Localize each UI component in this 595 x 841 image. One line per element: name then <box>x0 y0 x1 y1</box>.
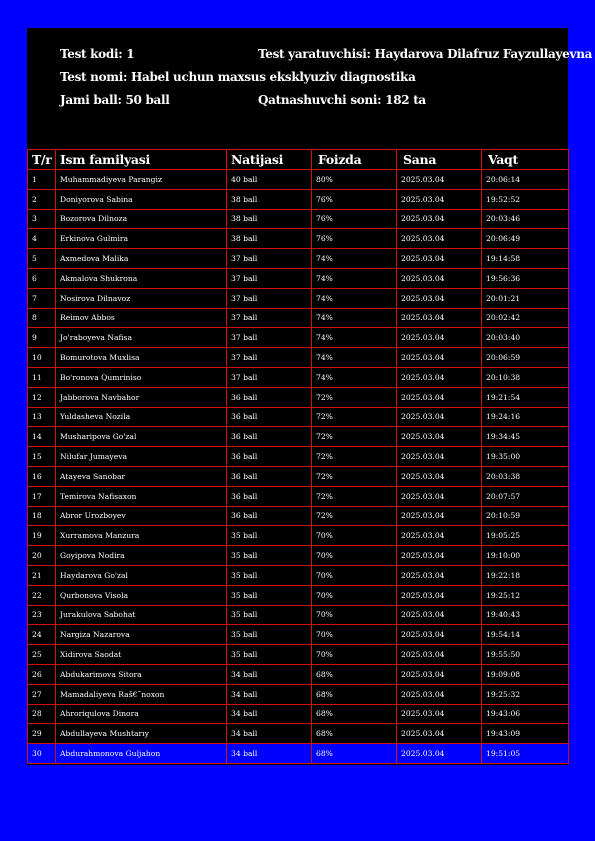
participant-name: Abror Urozboyev <box>56 506 227 526</box>
result-score: 34 ball <box>227 684 312 704</box>
row-number: 25 <box>28 645 56 665</box>
results-table <box>27 149 569 764</box>
table-row <box>28 189 569 209</box>
result-date: 2025.03.04 <box>397 724 482 744</box>
table-row <box>28 486 569 506</box>
result-percent: 74% <box>312 367 397 387</box>
participant-name: Akmalova Shukrona <box>56 268 227 288</box>
result-date: 2025.03.04 <box>397 229 482 249</box>
result-score: 37 ball <box>227 249 312 269</box>
result-date: 2025.03.04 <box>397 684 482 704</box>
result-date: 2025.03.04 <box>397 288 482 308</box>
result-percent: 74% <box>312 268 397 288</box>
participant-name: Xurramova Manzura <box>56 526 227 546</box>
row-number: 15 <box>28 447 56 467</box>
result-date: 2025.03.04 <box>397 209 482 229</box>
test-code: Test kodi: 1 <box>60 47 135 61</box>
row-number: 19 <box>28 526 56 546</box>
participant-name: Atayeva Sanobar <box>56 466 227 486</box>
participant-name: Musharipova Go'zal <box>56 427 227 447</box>
result-score: 34 ball <box>227 724 312 744</box>
participant-name: Haydarova Go'zal <box>56 565 227 585</box>
result-percent: 70% <box>312 645 397 665</box>
participant-name: Yuldasheva Nozila <box>56 407 227 427</box>
result-date: 2025.03.04 <box>397 387 482 407</box>
result-score: 37 ball <box>227 328 312 348</box>
total-score: Jami ball: 50 ball <box>60 93 170 107</box>
result-time: 20:10:59 <box>482 506 569 526</box>
row-number: 1 <box>28 170 56 190</box>
result-percent: 74% <box>312 348 397 368</box>
result-time: 19:52:52 <box>482 189 569 209</box>
result-time: 20:06:49 <box>482 229 569 249</box>
participant-name: Axmedova Malika <box>56 249 227 269</box>
result-time: 19:21:54 <box>482 387 569 407</box>
result-time: 20:03:46 <box>482 209 569 229</box>
table-row <box>28 427 569 447</box>
result-score: 40 ball <box>227 170 312 190</box>
result-percent: 80% <box>312 170 397 190</box>
result-date: 2025.03.04 <box>397 506 482 526</box>
table-row <box>28 249 569 269</box>
result-percent: 68% <box>312 704 397 724</box>
result-score: 36 ball <box>227 447 312 467</box>
table-row <box>28 328 569 348</box>
result-score: 35 ball <box>227 585 312 605</box>
result-score: 34 ball <box>227 744 312 764</box>
table-row <box>28 526 569 546</box>
participant-name: Bozorova Dilnoza <box>56 209 227 229</box>
table-row <box>28 170 569 190</box>
result-percent: 68% <box>312 724 397 744</box>
row-number: 3 <box>28 209 56 229</box>
result-score: 38 ball <box>227 189 312 209</box>
participant-name: Ahroriqulova Dinora <box>56 704 227 724</box>
table-row <box>28 664 569 684</box>
result-time: 19:25:32 <box>482 684 569 704</box>
result-date: 2025.03.04 <box>397 367 482 387</box>
participant-name: Erkinova Gulmira <box>56 229 227 249</box>
result-time: 20:10:38 <box>482 367 569 387</box>
result-date: 2025.03.04 <box>397 328 482 348</box>
result-percent: 76% <box>312 189 397 209</box>
result-score: 35 ball <box>227 546 312 566</box>
result-percent: 74% <box>312 328 397 348</box>
result-date: 2025.03.04 <box>397 645 482 665</box>
result-date: 2025.03.04 <box>397 308 482 328</box>
result-score: 36 ball <box>227 506 312 526</box>
result-percent: 74% <box>312 308 397 328</box>
row-number: 14 <box>28 427 56 447</box>
result-time: 19:24:16 <box>482 407 569 427</box>
result-score: 36 ball <box>227 427 312 447</box>
result-time: 20:03:40 <box>482 328 569 348</box>
table-row <box>28 625 569 645</box>
row-number: 6 <box>28 268 56 288</box>
result-date: 2025.03.04 <box>397 348 482 368</box>
table-row <box>28 367 569 387</box>
result-time: 19:10:00 <box>482 546 569 566</box>
col-header-name: Ism familyasi <box>56 150 227 170</box>
table-row <box>28 229 569 249</box>
result-date: 2025.03.04 <box>397 249 482 269</box>
row-number: 26 <box>28 664 56 684</box>
test-name: Test nomi: Habel uchun maxsus eksklyuziv diagnostika <box>60 70 416 84</box>
row-number: 27 <box>28 684 56 704</box>
result-date: 2025.03.04 <box>397 585 482 605</box>
table-row <box>28 605 569 625</box>
col-header-percent: Foizda <box>312 150 397 170</box>
result-time: 20:06:14 <box>482 170 569 190</box>
table-row <box>28 546 569 566</box>
row-number: 24 <box>28 625 56 645</box>
result-percent: 76% <box>312 229 397 249</box>
result-time: 19:05:25 <box>482 526 569 546</box>
result-date: 2025.03.04 <box>397 170 482 190</box>
result-time: 20:06:59 <box>482 348 569 368</box>
result-time: 19:43:09 <box>482 724 569 744</box>
result-date: 2025.03.04 <box>397 526 482 546</box>
result-percent: 72% <box>312 466 397 486</box>
table-row <box>28 744 569 764</box>
result-date: 2025.03.04 <box>397 744 482 764</box>
table-header-row <box>28 150 569 170</box>
participant-name: Xidirova Saodat <box>56 645 227 665</box>
result-date: 2025.03.04 <box>397 268 482 288</box>
result-time: 20:03:38 <box>482 466 569 486</box>
result-score: 37 ball <box>227 308 312 328</box>
participant-name: Abdukarimova Sitora <box>56 664 227 684</box>
participant-name: Abdurahmonova Guljahon <box>56 744 227 764</box>
result-percent: 72% <box>312 407 397 427</box>
result-percent: 72% <box>312 506 397 526</box>
table-row <box>28 466 569 486</box>
results-sheet <box>27 28 593 765</box>
result-score: 35 ball <box>227 645 312 665</box>
result-score: 35 ball <box>227 625 312 645</box>
participant-name: Qurbonova Visola <box>56 585 227 605</box>
table-row <box>28 585 569 605</box>
result-score: 37 ball <box>227 348 312 368</box>
result-percent: 70% <box>312 605 397 625</box>
table-row <box>28 506 569 526</box>
result-time: 19:54:14 <box>482 625 569 645</box>
participant-name: Temirova Nafisaxon <box>56 486 227 506</box>
result-score: 34 ball <box>227 704 312 724</box>
col-header-time: Vaqt <box>482 150 569 170</box>
row-number: 7 <box>28 288 56 308</box>
test-info-header <box>27 28 593 148</box>
result-date: 2025.03.04 <box>397 664 482 684</box>
result-time: 19:43:06 <box>482 704 569 724</box>
row-number: 17 <box>28 486 56 506</box>
col-header-number: T/r <box>28 150 56 170</box>
result-percent: 70% <box>312 625 397 645</box>
result-percent: 70% <box>312 585 397 605</box>
row-number: 10 <box>28 348 56 368</box>
result-score: 36 ball <box>227 486 312 506</box>
participant-name: Jabborova Navbahor <box>56 387 227 407</box>
result-date: 2025.03.04 <box>397 447 482 467</box>
result-time: 19:35:00 <box>482 447 569 467</box>
result-date: 2025.03.04 <box>397 704 482 724</box>
participant-name: Bo'ronova Qumriniso <box>56 367 227 387</box>
participant-name: Nosirova Dilnavoz <box>56 288 227 308</box>
result-date: 2025.03.04 <box>397 605 482 625</box>
result-date: 2025.03.04 <box>397 486 482 506</box>
table-row <box>28 387 569 407</box>
participant-name: Nargiza Nazarova <box>56 625 227 645</box>
row-number: 21 <box>28 565 56 585</box>
result-date: 2025.03.04 <box>397 466 482 486</box>
row-number: 29 <box>28 724 56 744</box>
result-score: 36 ball <box>227 387 312 407</box>
result-score: 38 ball <box>227 209 312 229</box>
result-percent: 68% <box>312 744 397 764</box>
participant-name: Jurakulova Sabohat <box>56 605 227 625</box>
table-row <box>28 645 569 665</box>
result-date: 2025.03.04 <box>397 625 482 645</box>
result-score: 37 ball <box>227 268 312 288</box>
participant-name: Jo'raboyeva Nafisa <box>56 328 227 348</box>
table-row <box>28 268 569 288</box>
result-score: 36 ball <box>227 466 312 486</box>
table-row <box>28 348 569 368</box>
result-time: 20:07:57 <box>482 486 569 506</box>
row-number: 5 <box>28 249 56 269</box>
result-time: 19:34:45 <box>482 427 569 447</box>
participant-name: Muhammadiyeva Parangiz <box>56 170 227 190</box>
row-number: 18 <box>28 506 56 526</box>
result-date: 2025.03.04 <box>397 407 482 427</box>
result-percent: 72% <box>312 387 397 407</box>
result-percent: 70% <box>312 565 397 585</box>
result-date: 2025.03.04 <box>397 427 482 447</box>
col-header-result: Natijasi <box>227 150 312 170</box>
result-time: 19:14:58 <box>482 249 569 269</box>
participant-name: Abdullayeva Mushtarıy <box>56 724 227 744</box>
result-time: 19:51:05 <box>482 744 569 764</box>
table-row <box>28 308 569 328</box>
row-number: 22 <box>28 585 56 605</box>
result-score: 37 ball <box>227 288 312 308</box>
result-percent: 68% <box>312 684 397 704</box>
result-score: 38 ball <box>227 229 312 249</box>
row-number: 28 <box>28 704 56 724</box>
result-date: 2025.03.04 <box>397 565 482 585</box>
row-number: 13 <box>28 407 56 427</box>
result-percent: 74% <box>312 249 397 269</box>
result-percent: 72% <box>312 427 397 447</box>
test-creator: Test yaratuvchisi: Haydarova Dilafruz Fayzullayevna <box>258 47 593 61</box>
row-number: 11 <box>28 367 56 387</box>
result-score: 36 ball <box>227 407 312 427</box>
result-percent: 68% <box>312 664 397 684</box>
participant-name: Nilufar Jumayeva <box>56 447 227 467</box>
result-percent: 72% <box>312 447 397 467</box>
table-row <box>28 565 569 585</box>
result-time: 20:01:21 <box>482 288 569 308</box>
row-number: 20 <box>28 546 56 566</box>
row-number: 30 <box>28 744 56 764</box>
result-date: 2025.03.04 <box>397 546 482 566</box>
row-number: 9 <box>28 328 56 348</box>
row-number: 2 <box>28 189 56 209</box>
result-score: 37 ball <box>227 367 312 387</box>
result-date: 2025.03.04 <box>397 189 482 209</box>
result-score: 35 ball <box>227 526 312 546</box>
result-time: 20:02:42 <box>482 308 569 328</box>
row-number: 23 <box>28 605 56 625</box>
result-time: 19:25:12 <box>482 585 569 605</box>
result-percent: 76% <box>312 209 397 229</box>
result-time: 19:56:36 <box>482 268 569 288</box>
result-percent: 74% <box>312 288 397 308</box>
row-number: 8 <box>28 308 56 328</box>
row-number: 12 <box>28 387 56 407</box>
table-row <box>28 288 569 308</box>
table-row <box>28 209 569 229</box>
result-time: 19:22:18 <box>482 565 569 585</box>
result-score: 35 ball <box>227 565 312 585</box>
participant-name: Reimov Abbos <box>56 308 227 328</box>
result-time: 19:40:43 <box>482 605 569 625</box>
result-time: 19:55:50 <box>482 645 569 665</box>
result-time: 19:09:08 <box>482 664 569 684</box>
table-row <box>28 407 569 427</box>
participant-count: Qatnashuvchi soni: 182 ta <box>258 93 426 107</box>
table-row <box>28 684 569 704</box>
table-row <box>28 704 569 724</box>
result-percent: 70% <box>312 546 397 566</box>
table-row <box>28 447 569 467</box>
row-number: 16 <box>28 466 56 486</box>
result-score: 34 ball <box>227 664 312 684</box>
result-percent: 72% <box>312 486 397 506</box>
row-number: 4 <box>28 229 56 249</box>
participant-name: Bomurotova Muxlisa <box>56 348 227 368</box>
result-percent: 70% <box>312 526 397 546</box>
col-header-date: Sana <box>397 150 482 170</box>
result-score: 35 ball <box>227 605 312 625</box>
table-row <box>28 724 569 744</box>
participant-name: Goyipova Nodira <box>56 546 227 566</box>
participant-name: Mamadaliyeva Raš€˜noxon <box>56 684 227 704</box>
participant-name: Doniyorova Sabina <box>56 189 227 209</box>
